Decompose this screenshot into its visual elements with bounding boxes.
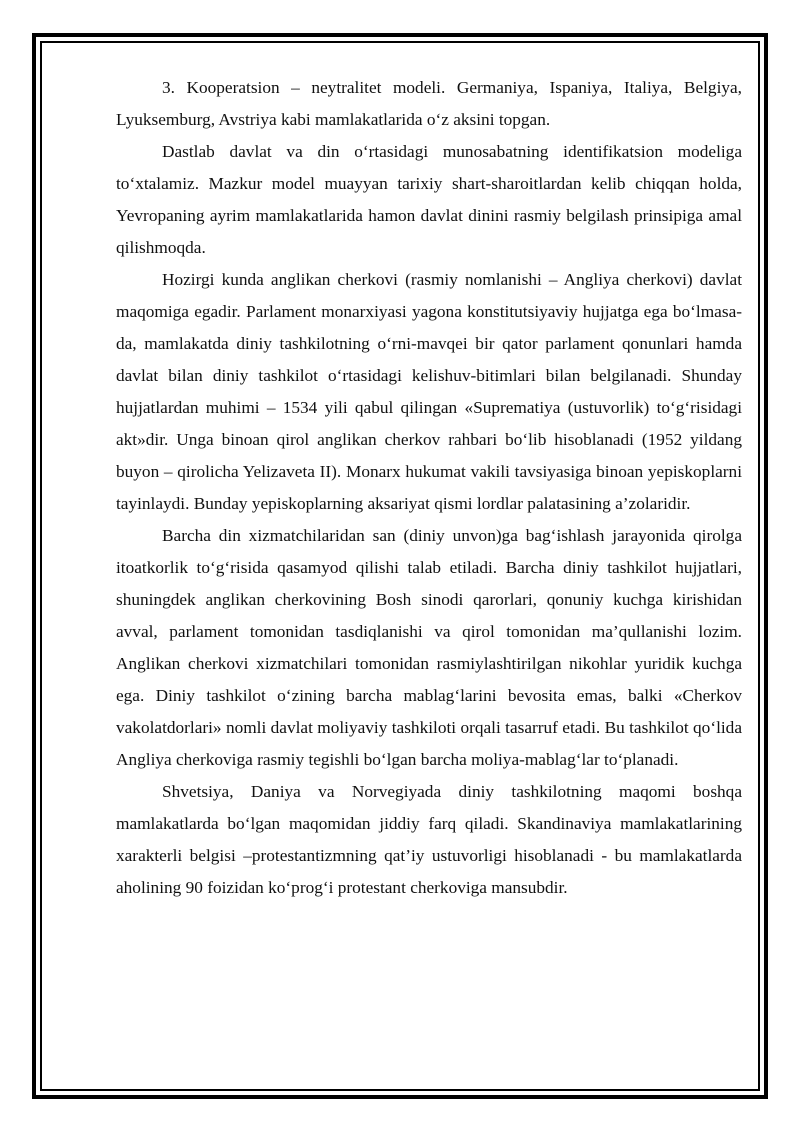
paragraph-scandinavia: Shvetsiya, Daniya va Norvegiyada diniy tashkilotning maqomi boshqa mamlakatlarda bo‘lgan maqomidan jiddiy farq qiladi. Skandinaviya mamlakatlarining xarakterli belgisi –protestantizmning qat’iy ustuvorligi hisoblanadi - bu mamlakatlarda aholining 90 foizidan ko‘prog‘i protestant cherkoviga mansubdir.	[116, 782, 742, 897]
paragraph-anglican-church: Hozirgi kunda anglikan cherkovi (rasmiy nomlanishi – Angliya cherkovi) davlat maqomiga egadir. Parlament monarxiyasi yagona konstitutsiyaviy hujjatga ega bo‘lmasa-da, mamlakatda diniy tashkilotning o‘rni-mavqei bir qator parlament qonunlari hamda davlat bilan diniy tashkilot o‘rtasidagi kelishuv-bitimlari bilan belgilanadi. Shunday hujjatlardan muhimi – 1534 yili qabul qilingan «Suprematiya (ustuvorlik) to‘g‘risidagi akt»dir. Unga binoan qirol anglikan cherkov rahbari bo‘lib hisoblanadi (1952 yildang buyon – qirolicha Yelizaveta II). Monarx hukumat vakili tavsiyasiga binoan yepiskoplarni tayinlaydi. Bunday yepiskoplarning aksariyat qismi lordlar palatasining a’zolaridir.	[116, 270, 742, 513]
document-body	[116, 72, 742, 904]
paragraph-cooperative-model: 3. Kooperatsion – neytralitet modeli. Germaniya, Ispaniya, Italiya, Belgiya, Lyuksemburg, Avstriya kabi mamlakatlarida o‘z aksini topgan.	[116, 78, 742, 129]
paragraph-identification-model: Dastlab davlat va din o‘rtasidagi munosabatning identifikatsion modeliga to‘xtalamiz. Mazkur model muayyan tarixiy shart-sharoitlardan kelib chiqqan holda, Yevropaning ayrim mamlakatlarida hamon davlat dinini rasmiy belgilash prinsipiga amal qilishmoqda.	[116, 142, 742, 257]
paragraph-clergy-oath: Barcha din xizmatchilaridan san (diniy unvon)ga bag‘ishlash jarayonida qirolga itoatkorlik to‘g‘risida qasamyod qilishi talab etiladi. Barcha diniy tashkilot hujjatlari, shuningdek anglikan cherkovining Bosh sinodi qarorlari, qonuniy kuchga kirishidan avval, parlament tomonidan tasdiqlanishi va qirol tomonidan ma’qullanishi lozim. Anglikan cherkovi xizmatchilari tomonidan rasmiylashtirilgan nikohlar yuridik kuchga ega. Diniy tashkilot o‘zining barcha mablag‘larini bevosita emas, balki «Cherkov vakolatdorlari» nomli davlat moliyaviy tashkiloti orqali tasarruf etadi. Bu tashkilot qo‘lida Angliya cherkoviga rasmiy tegishli bo‘lgan barcha moliya-mablag‘lar to‘planadi.	[116, 526, 742, 769]
